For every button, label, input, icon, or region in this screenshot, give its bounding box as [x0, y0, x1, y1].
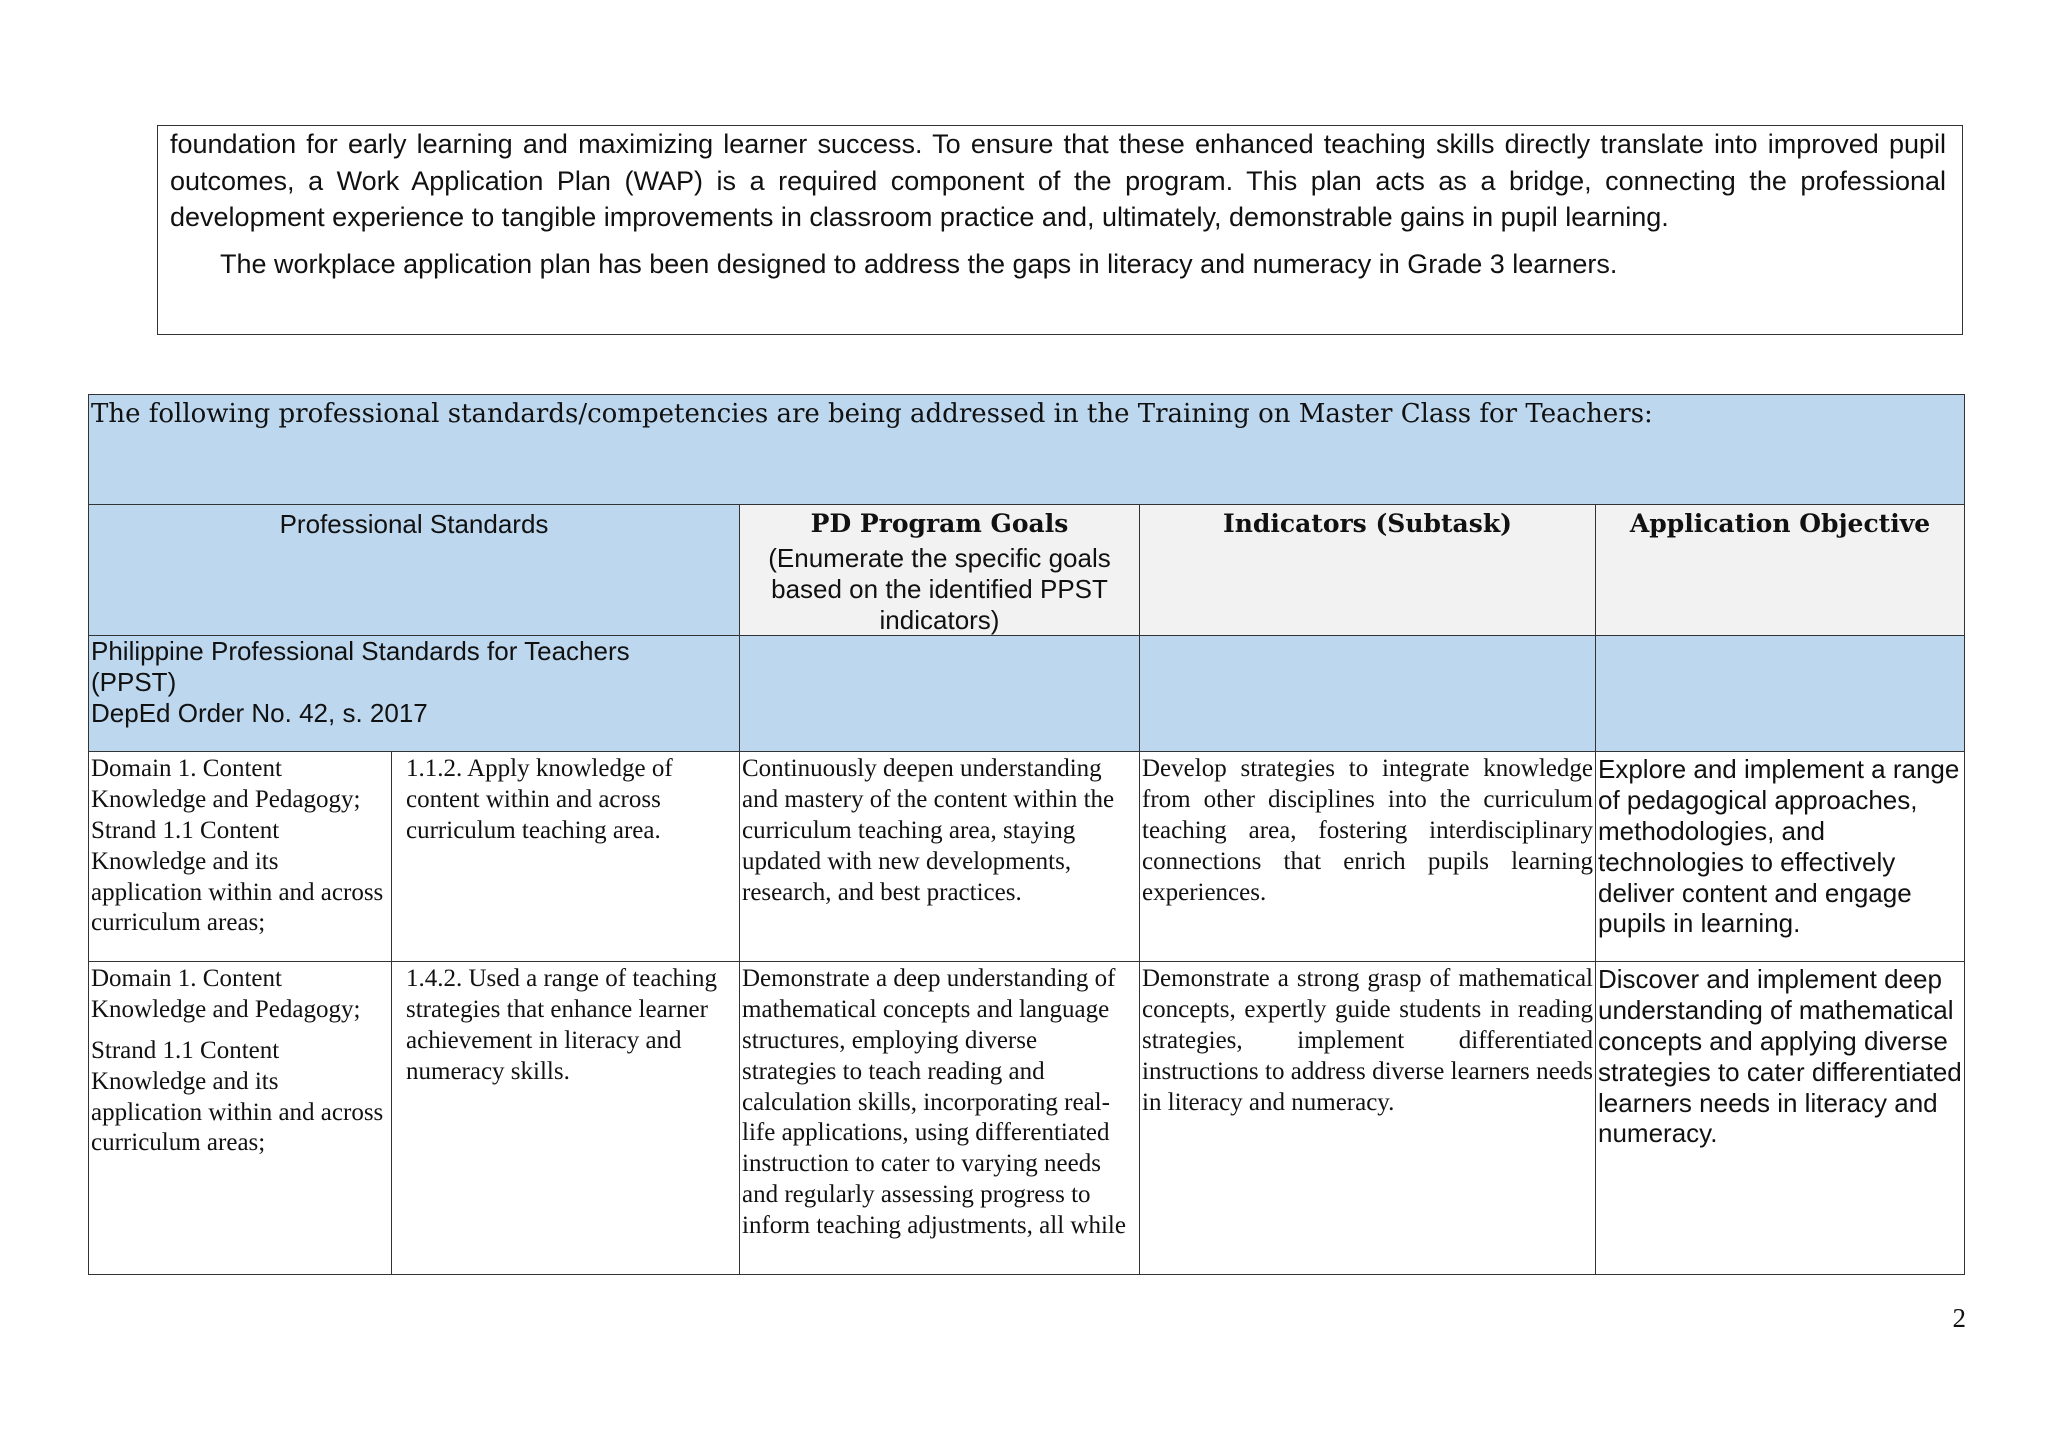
- pd-goal-cell: Demonstrate a deep understanding of mathematical concepts and language structures, employing diverse strategies to teach reading and calculation skills, incorporating real-life applications, using differentiated instruction to cater to varying needs and regularly assessing progress to inform teaching adjustments, all while: [740, 962, 1140, 1275]
- table-title: The following professional standards/competencies are being addressed in the Training on Master Class for Teachers:: [89, 395, 1965, 505]
- subtask-cell: Demonstrate a strong grasp of mathematical concepts, expertly guide students in reading strategies, implement differentiated instructions to address diverse learners needs in literacy and numeracy.: [1140, 962, 1596, 1275]
- header-indicators-label: Indicators (Subtask): [1223, 509, 1512, 538]
- ppst-empty-cell-2: [1140, 636, 1596, 752]
- header-pd-goals-title: PD Program Goals: [810, 509, 1069, 538]
- subtask-cell: Develop strategies to integrate knowledge from other disciplines into the curriculum teaching area, fostering interdisciplinary connections that enrich pupils learning experiences.: [1140, 752, 1596, 962]
- ppst-line-1: Philippine Professional Standards for Teachers: [91, 636, 630, 667]
- header-pd-goals-subtitle: (Enumerate the specific goals based on the identified PPST indicators): [768, 543, 1111, 635]
- objective-cell: Discover and implement deep understanding of mathematical concepts and applying diverse strategies to cater differentiated learners needs in literacy and numeracy.: [1596, 962, 1965, 1275]
- header-pd-program-goals: [740, 505, 1140, 636]
- domain-part-1: Domain 1. Content Knowledge and Pedagogy;: [91, 965, 361, 1024]
- domain-cell: Domain 1. Content Knowledge and Pedagogy; Strand 1.1 Content Knowledge and its application within and across curriculum areas;: [89, 752, 392, 962]
- header-professional-standards: Professional Standards: [89, 505, 740, 636]
- ppst-empty-cell-1: [740, 636, 1140, 752]
- ppst-line-2: (PPST): [91, 667, 177, 698]
- page-number: 2: [1952, 1303, 1966, 1333]
- table-row: [89, 962, 1965, 1275]
- ppst-line-3: DepEd Order No. 42, s. 2017: [91, 697, 428, 728]
- ppst-cell: [89, 636, 740, 752]
- intro-paragraph-2: The workplace application plan has been designed to address the gaps in literacy and numeracy in Grade 3 learners.: [220, 248, 1618, 279]
- table-row: [89, 752, 1965, 962]
- standards-table: [88, 394, 1965, 1275]
- header-application-objective: [1596, 505, 1965, 636]
- ppst-empty-cell-3: [1596, 636, 1965, 752]
- intro-text-box: [157, 125, 1963, 335]
- domain-cell: [89, 962, 392, 1275]
- header-application-objective-label: Application Objective: [1629, 509, 1931, 538]
- header-indicators: [1140, 505, 1596, 636]
- indicator-cell: 1.1.2. Apply knowledge of content within and across curriculum teaching area.: [392, 752, 740, 962]
- pd-goal-cell: Continuously deepen understanding and mastery of the content within the curriculum teaching area, staying updated with new developments, research, and best practices.: [740, 752, 1140, 962]
- objective-cell: Explore and implement a range of pedagogical approaches, methodologies, and technologies to effectively deliver content and engage pupils in learning.: [1596, 752, 1965, 962]
- domain-part-2: Strand 1.1 Content Knowledge and its application within and across curriculum areas;: [91, 1036, 384, 1157]
- indicator-cell: 1.4.2. Used a range of teaching strategies that enhance learner achievement in literacy and numeracy skills.: [392, 962, 740, 1275]
- intro-paragraph-1: foundation for early learning and maximizing learner success. To ensure that these enhanced teaching skills directly translate into improved pupil outcomes, a Work Application Plan (WAP) is a required component of the program. This plan acts as a bridge, connecting the professional development experience to tangible improvements in classroom practice and, ultimately, demonstrable gains in pupil learning.: [170, 129, 1946, 232]
